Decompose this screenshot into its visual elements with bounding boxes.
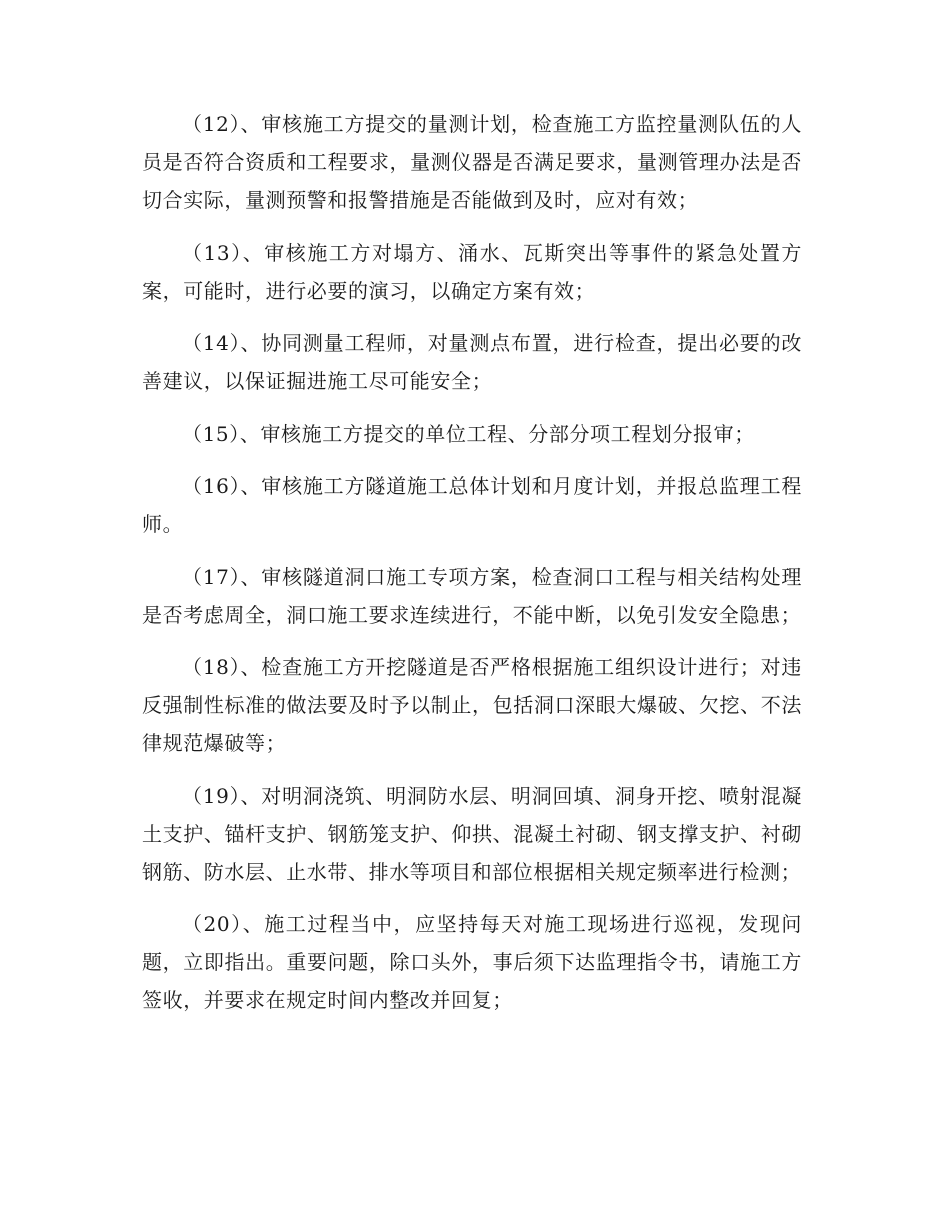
paragraph-item-20: （20）、施工过程当中，应坚持每天对施工现场进行巡视，发现问题，立即指出。重要问题，除口头外，事后须下达监理指令书，请施工方签收，并要求在规定时间内整改并回复；	[142, 912, 802, 1012]
paragraph-item-13: （13）、审核施工方对塌方、涌水、瓦斯突出等事件的紧急处置方案，可能时，进行必要的演习，以确定方案有效；	[142, 240, 802, 303]
paragraph-item-14: （14）、协同测量工程师，对量测点布置，进行检查，提出必要的改善建议，以保证掘进施工尽可能安全；	[142, 331, 802, 393]
paragraph-item-19: （19）、对明洞浇筑、明洞防水层、明洞回填、洞身开挖、喷射混凝土支护、锚杆支护、钢筋笼支护、仰拱、混凝土衬砌、钢支撑支护、衬砌钢筋、防水层、止水带、排水等项目和部位根据相关规定频率进行检测；	[142, 783, 802, 884]
paragraph-item-16: （16）、审核施工方隧道施工总体计划和月度计划，并报总监理工程师。	[142, 474, 802, 536]
document-body	[142, 105, 802, 1034]
paragraph-item-12: （12）、审核施工方提交的量测计划，检查施工方监控量测队伍的人员是否符合资质和工程要求，量测仪器是否满足要求，量测管理办法是否切合实际，量测预警和报警措施是否能做到及时，应对有效；	[142, 112, 802, 212]
paragraph-item-18: （18）、检查施工方开挖隧道是否严格根据施工组织设计进行；对违反强制性标准的做法要及时予以制止，包括洞口深眼大爆破、欠挖、不法律规范爆破等；	[142, 655, 802, 755]
paragraph-item-17: （17）、审核隧道洞口施工专项方案，检查洞口工程与相关结构处理是否考虑周全，洞口施工要求连续进行，不能中断，以免引发安全隐患；	[142, 564, 802, 627]
paragraph-item-15: （15）、审核施工方提交的单位工程、分部分项工程划分报审；	[182, 421, 755, 446]
